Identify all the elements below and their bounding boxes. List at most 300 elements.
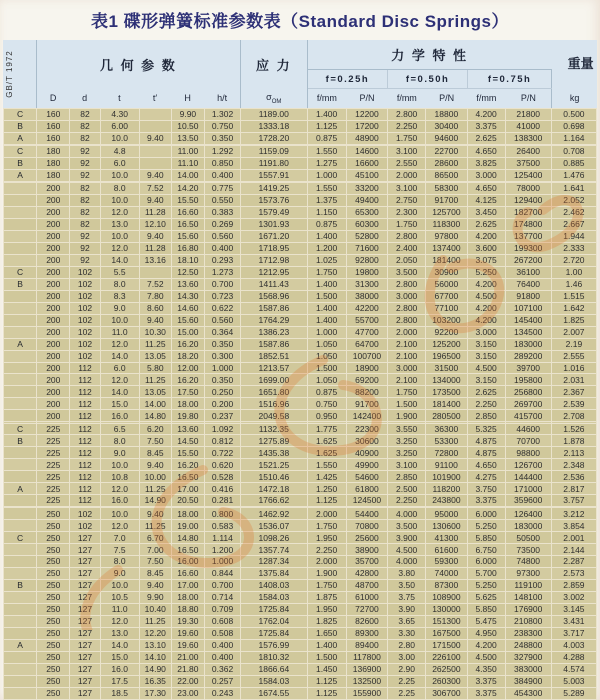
cell: 97800	[426, 231, 468, 243]
cell: 3.145	[551, 604, 596, 616]
cell: 0.723	[204, 290, 240, 302]
cell: 8.0	[100, 183, 139, 195]
cell: 16.35	[139, 675, 171, 687]
cell: 97300	[505, 568, 551, 580]
cell: 16.20	[171, 374, 204, 386]
cell: 200	[37, 254, 70, 266]
cell: 0.875	[307, 386, 346, 398]
cell: 250	[37, 604, 70, 616]
cell: 4.125	[467, 195, 505, 207]
cell: 11.25	[139, 616, 171, 628]
cell: 1132.35	[241, 423, 307, 435]
cell: 13.10	[139, 639, 171, 651]
cell: 3.600	[467, 242, 505, 254]
cell: 1.750	[388, 219, 426, 231]
cell: 4.200	[467, 231, 505, 243]
cell: 13.05	[139, 386, 171, 398]
table-row	[4, 231, 597, 243]
cell: 11.0	[100, 326, 139, 338]
cell: 0.237	[204, 410, 240, 422]
cell: 1.875	[307, 592, 346, 604]
cell: 78000	[505, 183, 551, 195]
cell: 200	[37, 231, 70, 243]
cell: 18.00	[171, 508, 204, 520]
cell: 243800	[426, 495, 468, 507]
cell: 14.00	[139, 398, 171, 410]
cell: 269700	[505, 398, 551, 410]
cell: 1.292	[204, 146, 240, 158]
cell: 3.150	[467, 374, 505, 386]
cell: 1.400	[307, 302, 346, 314]
cell: 132500	[346, 675, 388, 687]
cell: 6.0	[100, 158, 139, 170]
cell: 1.375	[307, 195, 346, 207]
cell: 1.500	[307, 290, 346, 302]
cell: 0.700	[204, 580, 240, 592]
cell: 112	[70, 374, 100, 386]
cell: 289200	[505, 350, 551, 362]
cell: 1.125	[307, 120, 346, 132]
series-letter-cell	[4, 362, 37, 374]
table-row	[4, 338, 597, 350]
table-row	[4, 170, 597, 182]
cell: 250	[37, 508, 70, 520]
cell: 267200	[505, 254, 551, 266]
cell: 1.526	[551, 423, 596, 435]
series-letter-cell	[4, 675, 37, 687]
cell: 18.00	[171, 398, 204, 410]
cell: 1810.32	[241, 651, 307, 663]
cell: 14.90	[139, 495, 171, 507]
cell: 16.0	[100, 410, 139, 422]
cell	[139, 146, 171, 158]
cell: 1212.95	[241, 266, 307, 278]
cell: 61000	[346, 592, 388, 604]
cell: 1.250	[307, 483, 346, 495]
table-row	[4, 362, 597, 374]
cell: 1191.80	[241, 158, 307, 170]
cell: 9.90	[171, 109, 204, 121]
series-letter-cell	[4, 398, 37, 410]
cell: 12.0	[100, 483, 139, 495]
cell: 73500	[505, 544, 551, 556]
cell: 4.650	[467, 146, 505, 158]
cell: 1.950	[307, 604, 346, 616]
cell: 225	[37, 447, 70, 459]
cell: 9.40	[139, 459, 171, 471]
cell: 11.10	[171, 158, 204, 170]
cell: 2.250	[467, 398, 505, 410]
table-row	[4, 374, 597, 386]
cell: 108900	[426, 592, 468, 604]
cell: 2.100	[388, 374, 426, 386]
cell: 148100	[505, 592, 551, 604]
cell: 18.00	[171, 592, 204, 604]
cell: 10.5	[100, 592, 139, 604]
cell: 1.750	[307, 266, 346, 278]
cell: 1.400	[307, 278, 346, 290]
series-letter-cell	[4, 219, 37, 231]
cell: 200	[37, 350, 70, 362]
cell: 1.302	[204, 109, 240, 121]
cell: 200	[37, 374, 70, 386]
cell: 11.00	[171, 146, 204, 158]
cell: 183000	[505, 338, 551, 350]
cell: 1472.18	[241, 483, 307, 495]
cell: 16.50	[171, 544, 204, 556]
cell: 92	[70, 254, 100, 266]
cell: 137700	[505, 231, 551, 243]
cell: 4.500	[467, 362, 505, 374]
cell: 250	[37, 568, 70, 580]
cell: 2.500	[388, 483, 426, 495]
table-wrap	[3, 40, 597, 700]
cell: 7.00	[139, 544, 171, 556]
table-row	[4, 386, 597, 398]
series-letter-cell: B	[4, 580, 37, 592]
cell: 15.00	[171, 326, 204, 338]
cell: 12.50	[171, 266, 204, 278]
cell: 2.007	[551, 326, 596, 338]
series-letter-cell: C	[4, 266, 37, 278]
cell: 0.550	[204, 195, 240, 207]
cell: 118300	[426, 219, 468, 231]
series-letter-cell	[4, 604, 37, 616]
cell: 3.002	[551, 592, 596, 604]
cell: 76400	[505, 278, 551, 290]
cell: 1.275	[307, 158, 346, 170]
series-letter-cell: A	[4, 132, 37, 144]
series-letter-cell	[4, 459, 37, 471]
cell: 4.30	[100, 109, 139, 121]
cell: 112	[70, 386, 100, 398]
cell: 2.817	[551, 483, 596, 495]
cell: 137400	[426, 242, 468, 254]
table-row	[4, 687, 597, 699]
series-letter-cell	[4, 568, 37, 580]
table-row	[4, 326, 597, 338]
col-t-prime: t′	[152, 93, 158, 104]
cell: 248800	[505, 639, 551, 651]
cell: 136900	[346, 663, 388, 675]
cell: 0.875	[307, 219, 346, 231]
cell: 0.800	[204, 508, 240, 520]
cell: 1333.18	[241, 120, 307, 132]
cell: 14.0	[100, 386, 139, 398]
cell: 200	[37, 242, 70, 254]
cell: 10.0	[100, 580, 139, 592]
cell: 18.10	[171, 254, 204, 266]
standard-label: GB/T 1972	[5, 50, 14, 98]
cell: 102	[70, 314, 100, 326]
cell: 47700	[346, 326, 388, 338]
cell: 12.0	[100, 207, 139, 219]
cell: 160	[37, 132, 70, 144]
cell: 3.65	[388, 616, 426, 628]
cell: 1674.55	[241, 687, 307, 699]
cell: 61800	[346, 483, 388, 495]
cell: 69200	[346, 374, 388, 386]
cell: 1.775	[307, 423, 346, 435]
cell: 1516.96	[241, 398, 307, 410]
header-f075: f=0.75h	[467, 70, 551, 88]
cell: 86500	[426, 170, 468, 182]
cell: 15.60	[171, 231, 204, 243]
cell: 31300	[346, 278, 388, 290]
cell: 92	[70, 146, 100, 158]
cell: 21800	[505, 109, 551, 121]
cell: 49900	[346, 459, 388, 471]
cell: 102	[70, 290, 100, 302]
cell: 0.620	[204, 459, 240, 471]
cell: 1.150	[307, 207, 346, 219]
cell: 7.52	[139, 278, 171, 290]
series-letter-cell: C	[4, 423, 37, 435]
cell: 2.550	[388, 158, 426, 170]
cell: 3.30	[388, 627, 426, 639]
cell: 2.031	[551, 374, 596, 386]
cell: 0.583	[204, 520, 240, 532]
cell: 54400	[346, 508, 388, 520]
series-letter-cell	[4, 544, 37, 556]
cell: 1.500	[307, 362, 346, 374]
cell: 16.80	[171, 242, 204, 254]
cell: 126700	[505, 459, 551, 471]
cell: 9.40	[139, 132, 171, 144]
cell: 4.200	[467, 639, 505, 651]
table-row	[4, 146, 597, 158]
cell: 50500	[505, 532, 551, 544]
cell: 16.00	[171, 556, 204, 568]
cell: 15.60	[171, 314, 204, 326]
cell: 0.750	[204, 120, 240, 132]
cell: 12.0	[100, 374, 139, 386]
cell: 59300	[426, 556, 468, 568]
series-letter-cell	[4, 326, 37, 338]
cell: 8.45	[139, 447, 171, 459]
series-letter-cell	[4, 410, 37, 422]
cell: 49400	[346, 195, 388, 207]
cell: 14.90	[139, 663, 171, 675]
cell: 1536.07	[241, 520, 307, 532]
cell: 102	[70, 278, 100, 290]
cell: 5.003	[551, 675, 596, 687]
table-body	[4, 109, 597, 700]
data-table	[3, 108, 597, 700]
cell: 260300	[426, 675, 468, 687]
table-row	[4, 266, 597, 278]
cell: 226100	[426, 651, 468, 663]
cell: 200	[37, 290, 70, 302]
table-row	[4, 639, 597, 651]
cell: 160	[37, 109, 70, 121]
cell: 3.250	[388, 435, 426, 447]
cell: 359600	[505, 495, 551, 507]
cell: 0.885	[551, 158, 596, 170]
cell: 6.70	[139, 532, 171, 544]
cell: 14.10	[139, 651, 171, 663]
cell: 1411.43	[241, 278, 307, 290]
cell: 181400	[426, 254, 468, 266]
cell: 71600	[346, 242, 388, 254]
series-letter-cell: C	[4, 109, 37, 121]
cell: 30900	[426, 266, 468, 278]
cell: 14.0	[100, 639, 139, 651]
cell: 92	[70, 170, 100, 182]
cell: 4.8	[100, 146, 139, 158]
cell: 0.350	[204, 374, 240, 386]
cell: 1725.84	[241, 604, 307, 616]
cell: 0.362	[204, 663, 240, 675]
header-mechanical: 力 学 特 性	[307, 40, 552, 70]
cell: 127	[70, 544, 100, 556]
table-row	[4, 435, 597, 447]
cell	[139, 109, 171, 121]
cell: 16.50	[171, 219, 204, 231]
cell: 256800	[505, 386, 551, 398]
cell: 42200	[346, 302, 388, 314]
table-row	[4, 544, 597, 556]
cell: 4.650	[467, 459, 505, 471]
cell: 0.383	[204, 207, 240, 219]
cell: 3.500	[388, 266, 426, 278]
cell: 200	[37, 278, 70, 290]
table-row	[4, 471, 597, 483]
cell: 13.50	[171, 132, 204, 144]
cell: 3.75	[388, 592, 426, 604]
cell: 112	[70, 471, 100, 483]
cell: 2.90	[388, 663, 426, 675]
cell: 87300	[426, 580, 468, 592]
cell: 4.200	[467, 302, 505, 314]
header-geometry: 几 何 参 数	[36, 40, 240, 88]
cell: 384900	[505, 675, 551, 687]
cell: 1764.29	[241, 314, 307, 326]
cell: 14.00	[171, 170, 204, 182]
cell: 1852.51	[241, 350, 307, 362]
cell: 112	[70, 410, 100, 422]
cell: 2.000	[388, 170, 426, 182]
cell: 1.550	[307, 183, 346, 195]
cell: 2.050	[388, 254, 426, 266]
cell: 92	[70, 242, 100, 254]
cell: 14.60	[171, 302, 204, 314]
table-row	[4, 675, 597, 687]
cell: 200	[37, 362, 70, 374]
cell: 7.50	[139, 435, 171, 447]
cell: 2049.58	[241, 410, 307, 422]
cell: 4.350	[467, 663, 505, 675]
cell: 1.050	[307, 374, 346, 386]
cell: 91700	[346, 398, 388, 410]
cell: 2.800	[388, 231, 426, 243]
cell: 119100	[505, 580, 551, 592]
cell: 10.40	[139, 604, 171, 616]
series-letter-cell	[4, 651, 37, 663]
cell: 2.052	[551, 195, 596, 207]
cell: 200	[37, 338, 70, 350]
cell: 2.625	[467, 132, 505, 144]
cell: 130000	[426, 604, 468, 616]
cell: 210800	[505, 616, 551, 628]
series-letter-cell	[4, 350, 37, 362]
cell: 3.375	[467, 675, 505, 687]
col-f3: f/mm	[476, 93, 497, 104]
cell: 4.500	[388, 544, 426, 556]
cell: 250	[37, 520, 70, 532]
cell: 250	[37, 544, 70, 556]
cell: 0.698	[551, 120, 596, 132]
table-row	[4, 627, 597, 639]
cell: 20.50	[171, 495, 204, 507]
cell: 160	[37, 120, 70, 132]
cell: 127	[70, 651, 100, 663]
cell: 199300	[505, 242, 551, 254]
cell: 200	[37, 266, 70, 278]
cell: 58300	[426, 183, 468, 195]
col-f1: f/mm	[316, 93, 337, 104]
cell: 1357.74	[241, 544, 307, 556]
cell	[139, 120, 171, 132]
cell: 91800	[505, 290, 551, 302]
cell: 89400	[346, 639, 388, 651]
cell: 1.092	[204, 423, 240, 435]
cell: 2.19	[551, 338, 596, 350]
cell: 1301.93	[241, 219, 307, 231]
cell: 127	[70, 675, 100, 687]
cell: 200	[37, 398, 70, 410]
cell: 31500	[426, 362, 468, 374]
cell: 38900	[346, 544, 388, 556]
cell: 0.200	[204, 398, 240, 410]
cell: 92	[70, 158, 100, 170]
cell: 48900	[346, 132, 388, 144]
table-row	[4, 158, 597, 170]
cell: 2.800	[388, 109, 426, 121]
cell: 118200	[426, 483, 468, 495]
cell: 1213.57	[241, 362, 307, 374]
cell: 2.000	[307, 556, 346, 568]
cell: 10.50	[171, 120, 204, 132]
series-letter-cell	[4, 592, 37, 604]
cell: 19.30	[171, 616, 204, 628]
cell: 112	[70, 459, 100, 471]
cell: 3.90	[388, 604, 426, 616]
series-letter-cell	[4, 495, 37, 507]
col-kg: kg	[569, 93, 580, 104]
series-letter-cell	[4, 314, 37, 326]
series-letter-cell	[4, 616, 37, 628]
cell: 74800	[505, 556, 551, 568]
cell: 0.400	[204, 639, 240, 651]
cell: 200	[37, 326, 70, 338]
cell: 1.125	[307, 495, 346, 507]
cell: 4.000	[388, 556, 426, 568]
cell: 5.325	[467, 423, 505, 435]
col-f2: f/mm	[396, 93, 417, 104]
cell: 5.475	[467, 616, 505, 628]
cell: 1728.20	[241, 132, 307, 144]
series-letter-cell	[4, 183, 37, 195]
cell: 1.114	[204, 532, 240, 544]
cell: 36100	[505, 266, 551, 278]
cell: 1.550	[307, 146, 346, 158]
cell	[139, 266, 171, 278]
cell: 167500	[426, 627, 468, 639]
cell: 327900	[505, 651, 551, 663]
cell: 127	[70, 639, 100, 651]
cell: 250	[37, 651, 70, 663]
